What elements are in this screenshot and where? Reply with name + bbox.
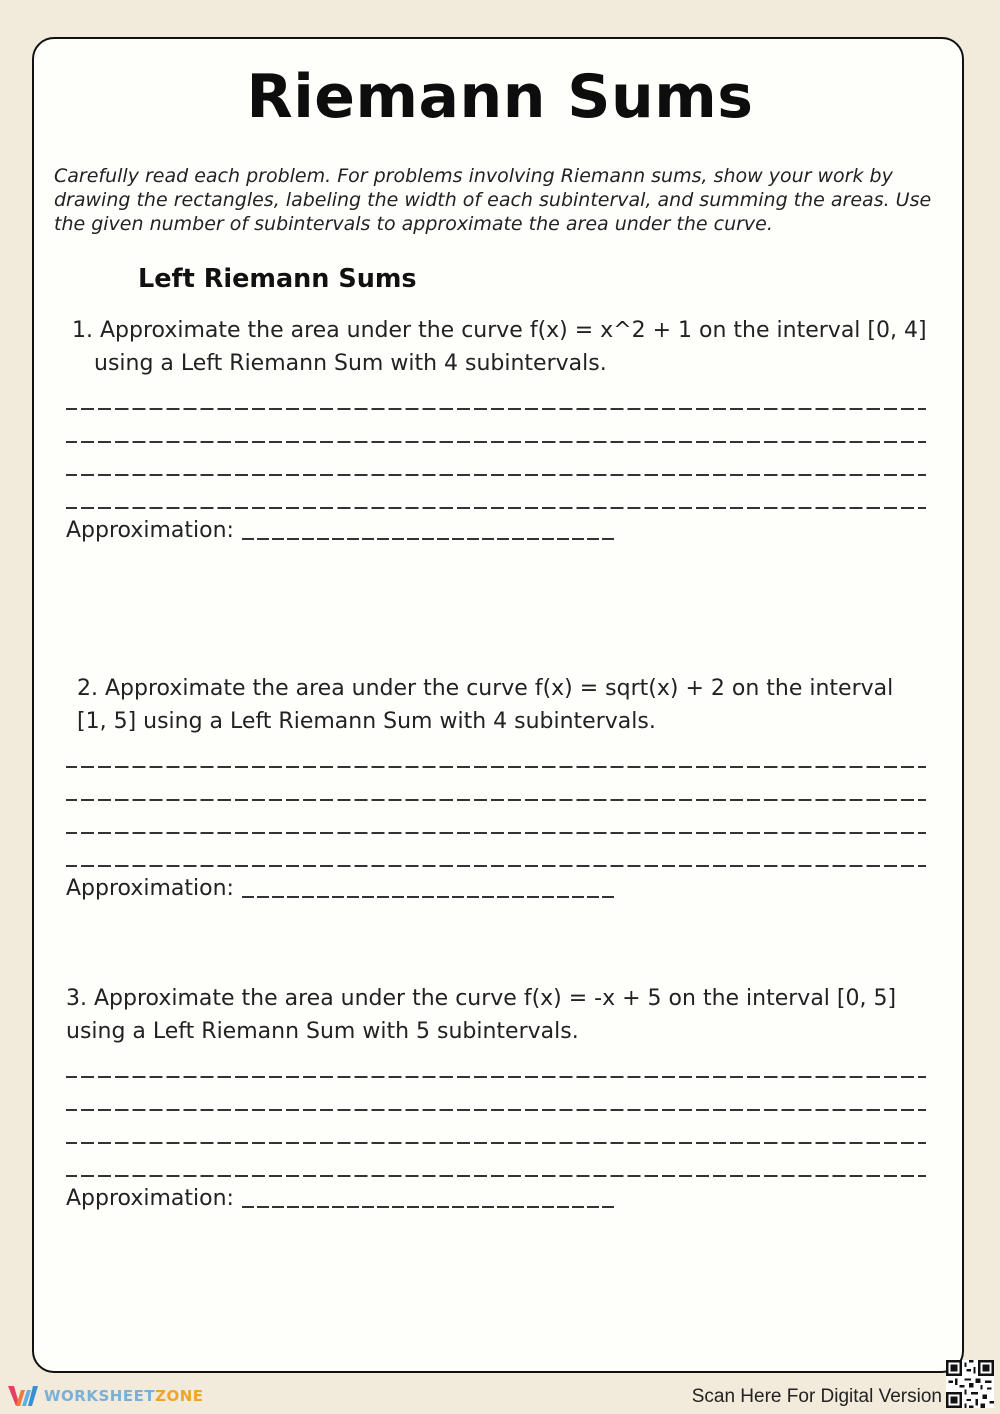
page-title: Riemann Sums bbox=[246, 62, 754, 132]
approximation-label: Approximation: bbox=[66, 876, 234, 901]
answer-lines-2[interactable] bbox=[66, 741, 926, 873]
answer-line[interactable] bbox=[66, 383, 926, 416]
answer-line[interactable] bbox=[66, 416, 926, 449]
answer-line[interactable] bbox=[66, 1117, 926, 1150]
answer-lines-3[interactable] bbox=[66, 1051, 926, 1183]
answer-line[interactable] bbox=[66, 482, 926, 515]
answer-lines-1[interactable] bbox=[66, 383, 926, 515]
brand-name-part2: ZONE bbox=[155, 1387, 204, 1405]
question-1 bbox=[72, 314, 932, 380]
answer-line[interactable] bbox=[66, 807, 926, 840]
approximation-label: Approximation: bbox=[66, 518, 234, 543]
qr-code-icon[interactable] bbox=[946, 1360, 994, 1408]
approximation-blank[interactable] bbox=[242, 538, 617, 540]
brand-logo[interactable] bbox=[8, 1384, 204, 1408]
question-text: Approximate the area under the curve f(x) = x^2 + 1 on the interval [0, 4] using a Left Riemann Sum with 4 subintervals. bbox=[94, 318, 927, 376]
answer-line[interactable] bbox=[66, 1051, 926, 1084]
question-text: Approximate the area under the curve f(x) = sqrt(x) + 2 on the interval [1, 5] using a Left Riemann Sum with 4 subintervals. bbox=[77, 676, 894, 734]
approximation-row-1 bbox=[66, 518, 617, 543]
answer-line[interactable] bbox=[66, 1084, 926, 1117]
answer-line[interactable] bbox=[66, 741, 926, 774]
approximation-blank[interactable] bbox=[242, 896, 617, 898]
worksheetzone-logo-icon bbox=[8, 1384, 38, 1408]
approximation-label: Approximation: bbox=[66, 1186, 234, 1211]
brand-name-part1: WORKSHEET bbox=[44, 1387, 156, 1405]
approximation-blank[interactable] bbox=[242, 1206, 617, 1208]
question-number: 3. bbox=[66, 986, 87, 1011]
scan-text: Scan Here For Digital Version bbox=[691, 1386, 942, 1407]
section-heading: Left Riemann Sums bbox=[138, 264, 417, 294]
answer-line[interactable] bbox=[66, 840, 926, 873]
question-text: Approximate the area under the curve f(x) = -x + 5 on the interval [0, 5] using a Left Riemann Sum with 5 subintervals. bbox=[66, 986, 897, 1044]
approximation-row-3 bbox=[66, 1186, 617, 1211]
answer-line[interactable] bbox=[66, 1150, 926, 1183]
question-2 bbox=[77, 672, 927, 738]
question-3 bbox=[66, 982, 932, 1048]
question-number: 2. bbox=[77, 676, 98, 701]
approximation-row-2 bbox=[66, 876, 617, 901]
question-number: 1. bbox=[72, 318, 93, 343]
instructions: Carefully read each problem. For problems involving Riemann sums, show your work by drawing the rectangles, labeling the width of each subinterval, and summing the areas. Use the given number of subintervals to approximate the area under the curve. bbox=[54, 165, 932, 235]
answer-line[interactable] bbox=[66, 774, 926, 807]
answer-line[interactable] bbox=[66, 449, 926, 482]
